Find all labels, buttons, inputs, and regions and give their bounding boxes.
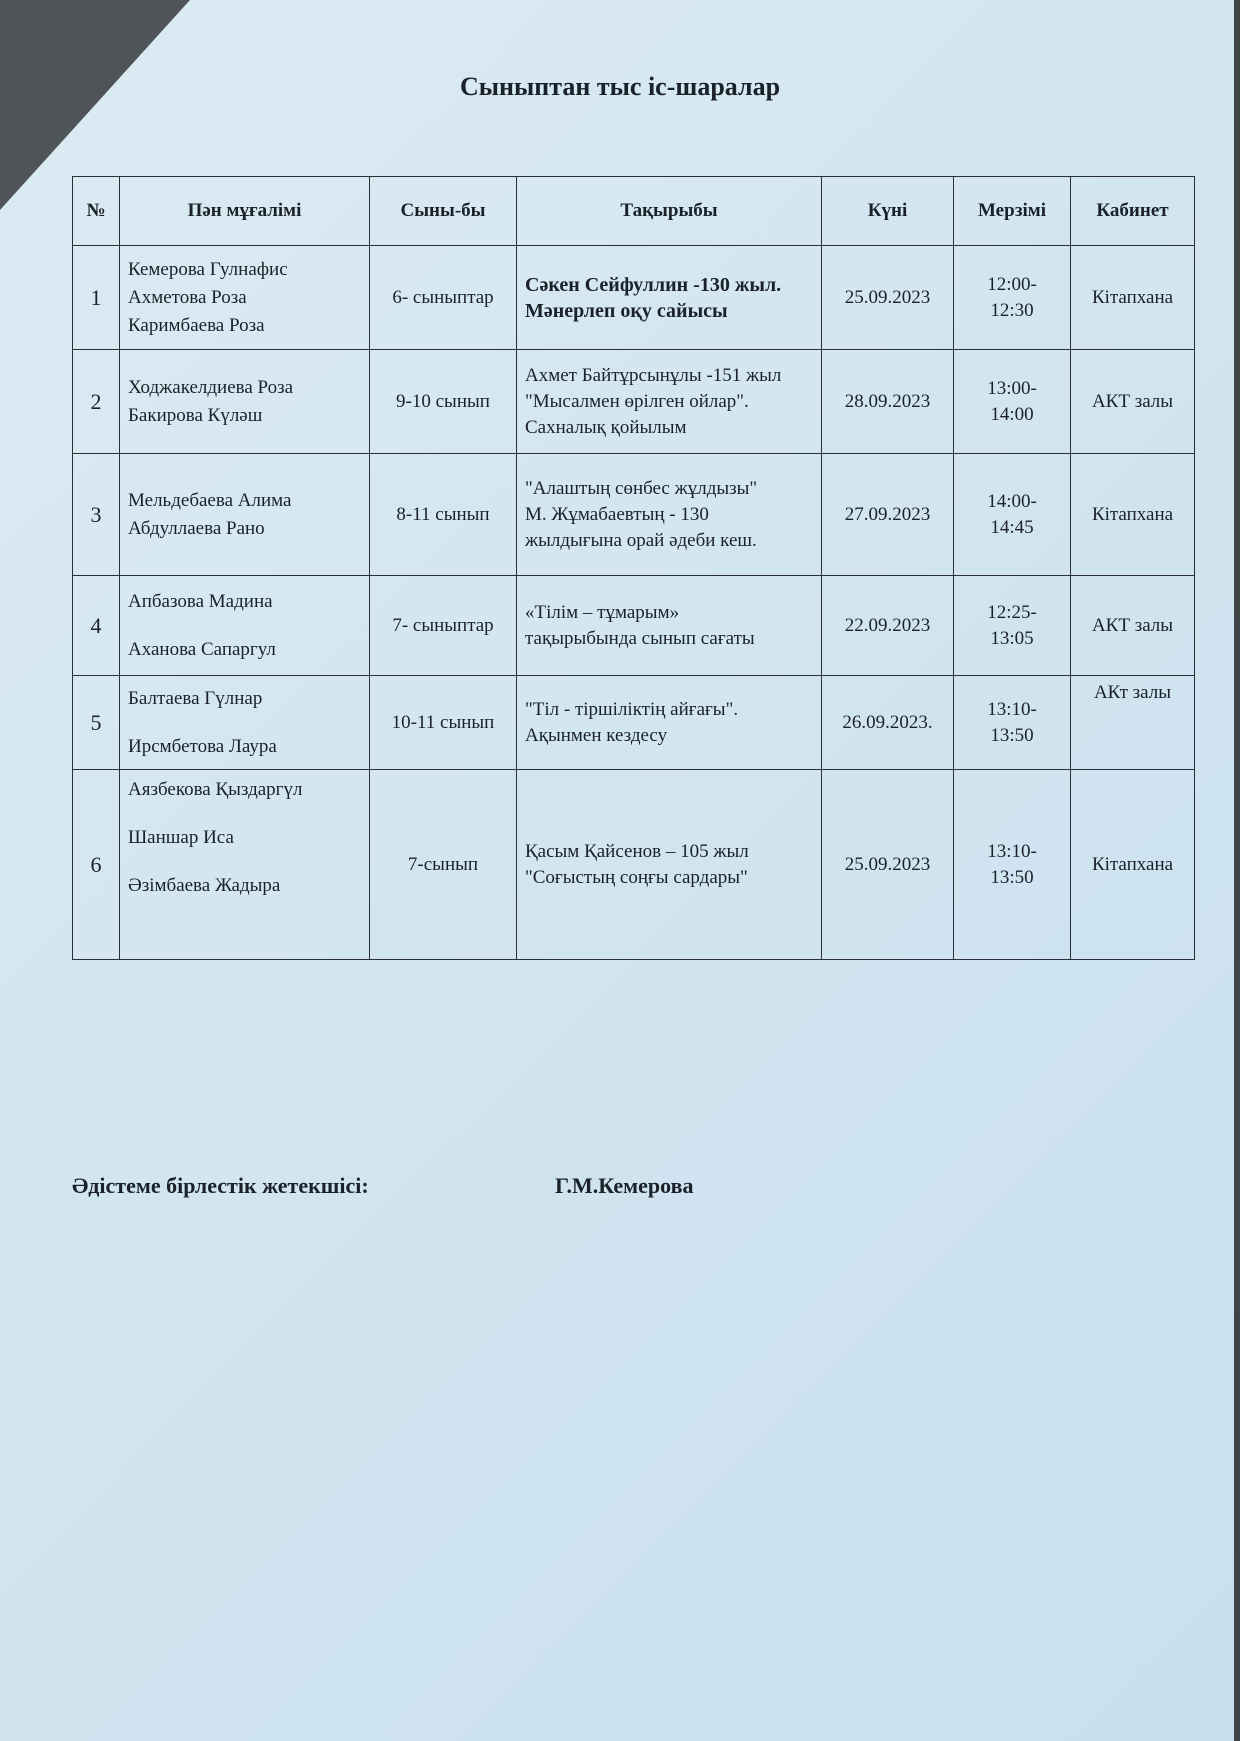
row-teachers (120, 576, 370, 676)
row-topic (517, 676, 822, 770)
row-class: 9-10 сынып (370, 350, 517, 454)
header-room: Кабинет (1071, 177, 1195, 246)
teacher-name: Аханова Сапаргул (128, 638, 276, 660)
row-room: АКт залы (1071, 676, 1195, 770)
row-class: 7- сыныптар (370, 576, 517, 676)
time-end: 14:45 (990, 516, 1034, 538)
topic-line: Қасым Қайсенов – 105 жыл (525, 840, 749, 862)
time-end: 14:00 (990, 403, 1034, 425)
row-date: 27.09.2023 (822, 454, 954, 576)
row-teachers (120, 350, 370, 454)
row-topic (517, 770, 822, 960)
document-title: Сыныптан тыс іс-шаралар (459, 72, 781, 101)
row-room: Кітапхана (1071, 770, 1195, 960)
row-class: 8-11 сынып (370, 454, 517, 576)
table-row (73, 454, 1195, 576)
row-room: АКТ залы (1071, 350, 1195, 454)
row-number: 5 (73, 676, 120, 770)
line-spacer (128, 852, 361, 872)
time-end: 13:50 (990, 724, 1034, 746)
topic-line: тақырыбында сынып сағаты (525, 627, 755, 649)
table-header-row (73, 177, 1195, 246)
table-row (73, 576, 1195, 676)
row-topic (517, 454, 822, 576)
row-topic (517, 576, 822, 676)
row-topic (517, 350, 822, 454)
header-class: Сыны-бы (370, 177, 517, 246)
row-room: АКТ залы (1071, 576, 1195, 676)
time-start: 13:10- (987, 698, 1037, 720)
row-room: Кітапхана (1071, 454, 1195, 576)
time-start: 12:00- (987, 273, 1037, 295)
row-time (954, 576, 1071, 676)
topic-line: Ахмет Байтұрсынұлы -151 жыл (525, 364, 782, 386)
row-number: 1 (73, 246, 120, 350)
row-teachers (120, 770, 370, 960)
teacher-name: Апбазова Мадина (128, 590, 273, 612)
row-date: 26.09.2023. (822, 676, 954, 770)
header-number: № (73, 177, 120, 246)
time-start: 13:10- (987, 840, 1037, 862)
row-time (954, 454, 1071, 576)
signature-label: Әдістеме бірлестік жетекшісі: (72, 1173, 369, 1198)
line-spacer (128, 713, 361, 733)
table-row (73, 350, 1195, 454)
table-row (73, 676, 1195, 770)
table-row (73, 770, 1195, 960)
topic-line: "Алаштың сөнбес жұлдызы" (525, 477, 758, 499)
teacher-name: Бакирова Күләш (128, 404, 263, 426)
teacher-name: Каримбаева Роза (128, 314, 265, 336)
header-date: Күні (822, 177, 954, 246)
teacher-name: Ирсмбетова Лаура (128, 735, 277, 757)
row-time (954, 676, 1071, 770)
row-number: 2 (73, 350, 120, 454)
row-topic (517, 246, 822, 350)
page-edge (1234, 0, 1240, 1741)
teacher-name: Абдуллаева Рано (128, 517, 265, 539)
teacher-name: Кемерова Гулнафис (128, 258, 288, 280)
row-class: 6- сыныптар (370, 246, 517, 350)
teacher-name: Мельдебаева Алима (128, 489, 292, 511)
header-teacher: Пән мұғалімі (120, 177, 370, 246)
row-time (954, 350, 1071, 454)
row-time (954, 770, 1071, 960)
topic-line: "Соғыстың соңғы сардары" (525, 866, 748, 888)
teacher-name: Ходжакелдиева Роза (128, 376, 294, 398)
row-teachers (120, 676, 370, 770)
topic-line: Сахналық қойылым (525, 416, 687, 438)
row-room: Кітапхана (1071, 246, 1195, 350)
time-end: 12:30 (990, 299, 1034, 321)
signature-name: Г.М.Кемерова (555, 1173, 694, 1198)
topic-line: "Тіл - тіршіліктің айғағы". (525, 698, 739, 720)
row-teachers (120, 454, 370, 576)
row-date: 22.09.2023 (822, 576, 954, 676)
row-number: 6 (73, 770, 120, 960)
teacher-name: Әзімбаева Жадыра (128, 875, 281, 896)
time-start: 12:25- (987, 601, 1037, 623)
table-row (73, 246, 1195, 350)
topic-line: жылдығына орай әдеби кеш. (525, 529, 757, 551)
topic-line: "Мысалмен өрілген ойлар". (525, 390, 749, 412)
row-date: 28.09.2023 (822, 350, 954, 454)
row-number: 4 (73, 576, 120, 676)
topic-line: «Тілім – тұмарым» (525, 601, 680, 623)
time-start: 13:00- (987, 377, 1037, 399)
row-class: 10-11 сынып (370, 676, 517, 770)
teacher-name: Аязбекова Қыздаргүл (128, 779, 303, 800)
row-number: 3 (73, 454, 120, 576)
teacher-name: Балтаева Гүлнар (128, 687, 263, 709)
row-teachers (120, 246, 370, 350)
topic-line: Сәкен Сейфуллин -130 жыл. (525, 273, 782, 296)
time-start: 14:00- (987, 490, 1037, 512)
teacher-name: Шаншар Иса (128, 827, 234, 848)
topic-line: Мәнерлеп оқу сайысы (525, 299, 728, 322)
topic-line: Ақынмен кездесу (525, 724, 668, 746)
header-topic: Тақырыбы (517, 177, 822, 246)
header-time: Мерзімі (954, 177, 1071, 246)
events-table (72, 176, 1195, 960)
topic-line: М. Жұмабаевтың - 130 (525, 503, 709, 525)
line-spacer (128, 804, 361, 824)
row-class: 7-сынып (370, 770, 517, 960)
teacher-name: Ахметова Роза (128, 286, 247, 308)
time-end: 13:05 (990, 627, 1034, 649)
row-date: 25.09.2023 (822, 246, 954, 350)
row-date: 25.09.2023 (822, 770, 954, 960)
time-end: 13:50 (990, 866, 1034, 888)
row-time (954, 246, 1071, 350)
line-spacer (128, 616, 361, 636)
